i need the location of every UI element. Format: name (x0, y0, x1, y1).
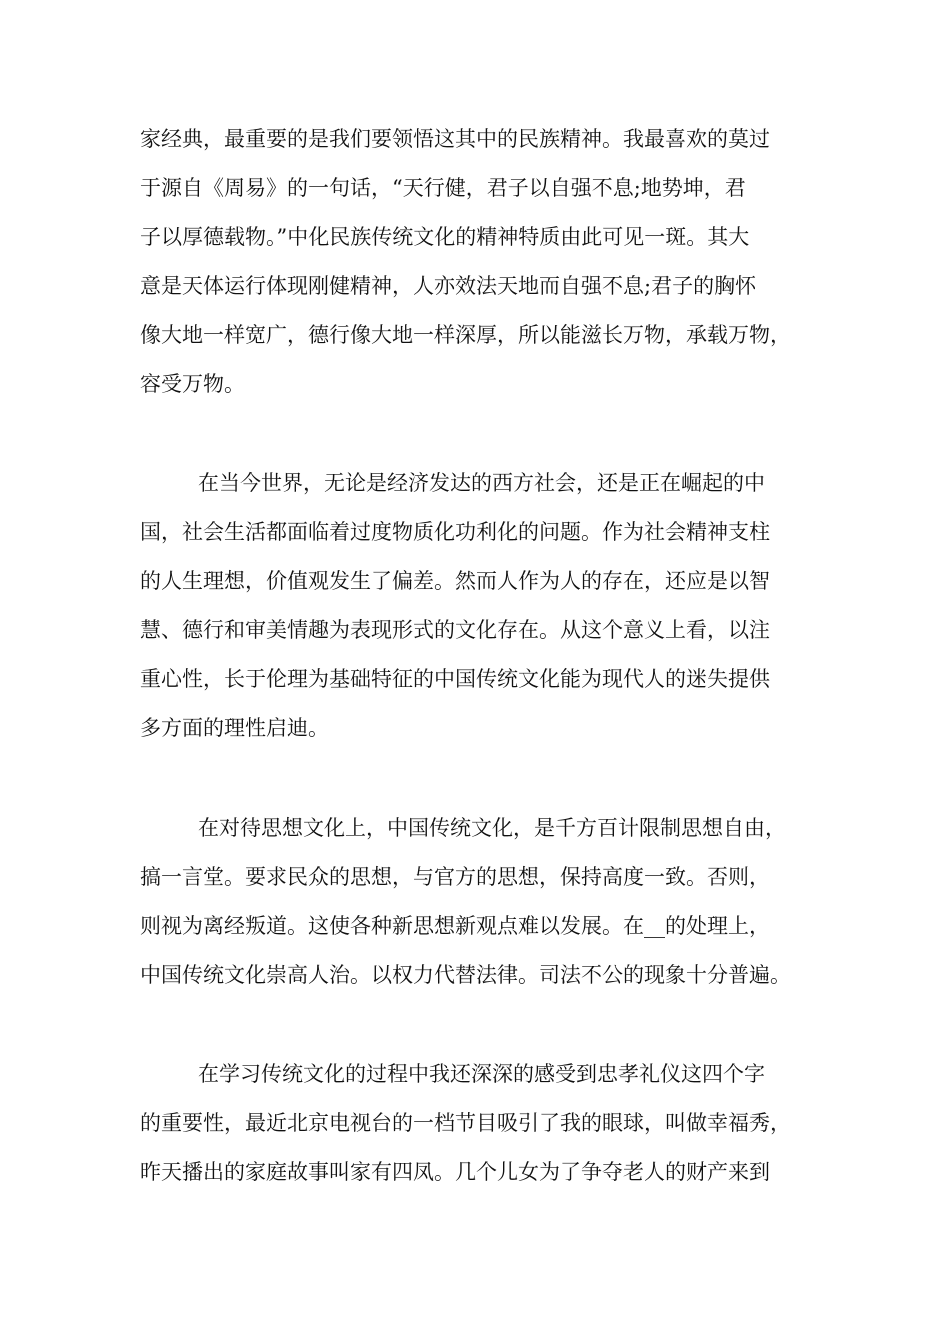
text-line: 重心性，长于伦理为基础特征的中国传统文化能为现代人的迷失提供 (140, 667, 770, 691)
text-line: 多方面的理性启迪。 (140, 716, 329, 740)
text-line: 在学习传统文化的过程中我还深深的感受到忠孝礼仪这四个字 (198, 1062, 765, 1086)
text-line: 容受万物。 (140, 372, 245, 396)
text-line: 搞一言堂。要求民众的思想，与官方的思想，保持高度一致。否则， (140, 865, 770, 889)
text-line: 的人生理想，价值观发生了偏差。然而人作为人的存在，还应是以智 (140, 569, 770, 593)
text-line: 在对待思想文化上，中国传统文化，是千方百计限制思想自由， (198, 816, 786, 840)
text-line: 则视为离经叛道。这使各种新思想新观点难以发展。在__的处理上， (140, 914, 770, 938)
text-line: 像大地一样宽广，德行像大地一样深厚，所以能滋长万物，承载万物， (140, 323, 791, 347)
text-line: 家经典，最重要的是我们要领悟这其中的民族精神。我最喜欢的莫过 (140, 127, 770, 151)
text-line: 于源自《周易》的一句话，“天行健，君子以自强不息;地势坤，君 (140, 176, 746, 200)
text-line: 意是天体运行体现刚健精神，人亦效法天地而自强不息;君子的胸怀 (140, 274, 757, 298)
text-line: 的重要性，最近北京电视台的一档节目吸引了我的眼球，叫做幸福秀， (140, 1111, 791, 1135)
text-line: 中国传统文化崇高人治。以权力代替法律。司法不公的现象十分普遍。 (140, 963, 791, 987)
text-line: 国，社会生活都面临着过度物质化功利化的问题。作为社会精神支柱 (140, 520, 770, 544)
text-line: 慧、德行和审美情趣为表现形式的文化存在。从这个意义上看，以注 (140, 618, 770, 642)
text-line: 子以厚德载物。”中化民族传统文化的精神特质由此可见一斑。其大 (140, 225, 750, 249)
text-line: 在当今世界，无论是经济发达的西方社会，还是正在崛起的中 (198, 471, 765, 495)
text-line: 昨天播出的家庭故事叫家有四凤。几个儿女为了争夺老人的财产来到 (140, 1160, 770, 1184)
